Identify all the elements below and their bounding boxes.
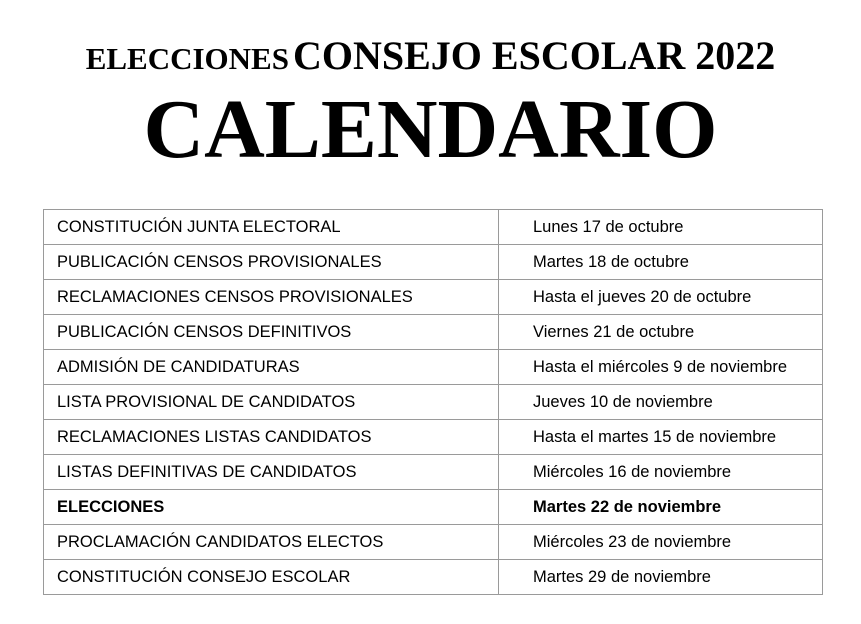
date-cell: Hasta el martes 15 de noviembre xyxy=(499,420,823,455)
table-row xyxy=(44,385,823,420)
date-cell: Viernes 21 de octubre xyxy=(499,315,823,350)
date-cell: Miércoles 23 de noviembre xyxy=(499,525,823,560)
date-cell: Hasta el miércoles 9 de noviembre xyxy=(499,350,823,385)
table-row xyxy=(44,315,823,350)
event-cell: CONSTITUCIÓN JUNTA ELECTORAL xyxy=(44,210,499,245)
event-cell: LISTAS DEFINITIVAS DE CANDIDATOS xyxy=(44,455,499,490)
event-cell: CONSTITUCIÓN CONSEJO ESCOLAR xyxy=(44,560,499,595)
table-row xyxy=(44,420,823,455)
date-cell: Jueves 10 de noviembre xyxy=(499,385,823,420)
date-cell: Martes 18 de octubre xyxy=(499,245,823,280)
document-title xyxy=(0,32,861,79)
table-row xyxy=(44,560,823,595)
table-row xyxy=(44,350,823,385)
table-row-highlighted xyxy=(44,490,823,525)
date-cell: Hasta el jueves 20 de octubre xyxy=(499,280,823,315)
event-cell: RECLAMACIONES CENSOS PROVISIONALES xyxy=(44,280,499,315)
event-cell: PROCLAMACIÓN CANDIDATOS ELECTOS xyxy=(44,525,499,560)
document-subtitle: CALENDARIO xyxy=(143,83,718,176)
event-cell: ELECCIONES xyxy=(44,490,499,525)
event-cell: LISTA PROVISIONAL DE CANDIDATOS xyxy=(44,385,499,420)
date-cell: Martes 22 de noviembre xyxy=(499,490,823,525)
event-cell: RECLAMACIONES LISTAS CANDIDATOS xyxy=(44,420,499,455)
table-row xyxy=(44,210,823,245)
title-prefix: ELECCIONES xyxy=(85,41,289,76)
date-cell: Martes 29 de noviembre xyxy=(499,560,823,595)
table-row xyxy=(44,245,823,280)
table-row xyxy=(44,280,823,315)
calendar-table xyxy=(43,209,823,595)
date-cell: Miércoles 16 de noviembre xyxy=(499,455,823,490)
table-row xyxy=(44,455,823,490)
event-cell: ADMISIÓN DE CANDIDATURAS xyxy=(44,350,499,385)
event-cell: PUBLICACIÓN CENSOS PROVISIONALES xyxy=(44,245,499,280)
event-cell: PUBLICACIÓN CENSOS DEFINITIVOS xyxy=(44,315,499,350)
title-main: CONSEJO ESCOLAR 2022 xyxy=(292,33,776,78)
date-cell: Lunes 17 de octubre xyxy=(499,210,823,245)
table-row xyxy=(44,525,823,560)
